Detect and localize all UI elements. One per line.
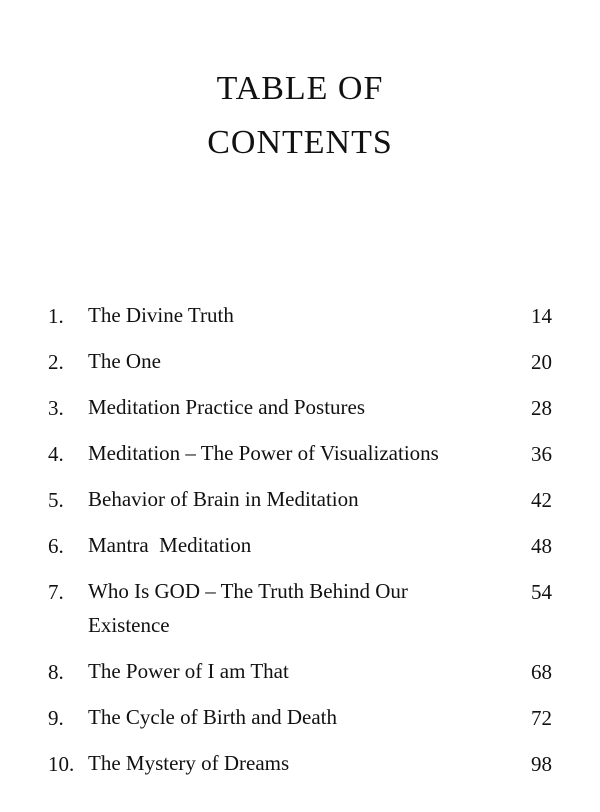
toc-entry-title: Behavior of Brain in Meditation [88, 487, 359, 511]
page-title [0, 62, 600, 170]
toc-entry-page: 14 [531, 304, 552, 328]
toc-entry-number: 2. [48, 350, 64, 374]
toc-entry-1[interactable] [0, 298, 600, 344]
toc-entry-page: 28 [531, 396, 552, 420]
toc-entry-title: The Divine Truth [88, 303, 234, 327]
toc-entry-number: 6. [48, 534, 64, 558]
toc-entry-page: 36 [531, 442, 552, 466]
toc-entry-10[interactable] [0, 746, 600, 792]
toc-entry-title: Who Is GOD – The Truth Behind Our Existence [88, 579, 408, 637]
toc-entry-title: Meditation Practice and Postures [88, 395, 366, 419]
toc-entry-page: 20 [531, 350, 552, 374]
toc-entry-title: Mantra Meditation [88, 533, 252, 557]
toc-entry-page: 48 [531, 534, 552, 558]
toc-entry-3[interactable] [0, 390, 600, 436]
title-line-1: TABLE OF [216, 70, 384, 107]
toc-entry-7[interactable] [0, 574, 600, 654]
toc-entry-page: 54 [531, 580, 552, 604]
toc-entry-title: Meditation – The Power of Visualizations [88, 441, 439, 465]
toc-entry-page: 68 [531, 660, 552, 684]
table-of-contents [0, 298, 600, 792]
toc-entry-title: The One [88, 349, 161, 373]
toc-entry-number: 4. [48, 442, 64, 466]
toc-entry-number: 3. [48, 396, 64, 420]
toc-entry-number: 5. [48, 488, 64, 512]
toc-entry-number: 9. [48, 706, 64, 730]
toc-entry-number: 10. [48, 752, 75, 776]
toc-entry-2[interactable] [0, 344, 600, 390]
toc-entry-5[interactable] [0, 482, 600, 528]
toc-entry-8[interactable] [0, 654, 600, 700]
toc-entry-page: 42 [531, 488, 552, 512]
title-line-2: CONTENTS [207, 124, 393, 161]
toc-entry-title: The Cycle of Birth and Death [88, 705, 338, 729]
toc-entry-number: 7. [48, 580, 64, 604]
toc-entry-page: 72 [531, 706, 552, 730]
toc-entry-number: 1. [48, 304, 64, 328]
toc-entry-page: 98 [531, 752, 552, 776]
toc-entry-6[interactable] [0, 528, 600, 574]
toc-entry-4[interactable] [0, 436, 600, 482]
toc-entry-title: The Power of I am That [88, 659, 289, 683]
toc-entry-title: The Mystery of Dreams [88, 751, 290, 775]
toc-entry-number: 8. [48, 660, 64, 684]
toc-entry-9[interactable] [0, 700, 600, 746]
